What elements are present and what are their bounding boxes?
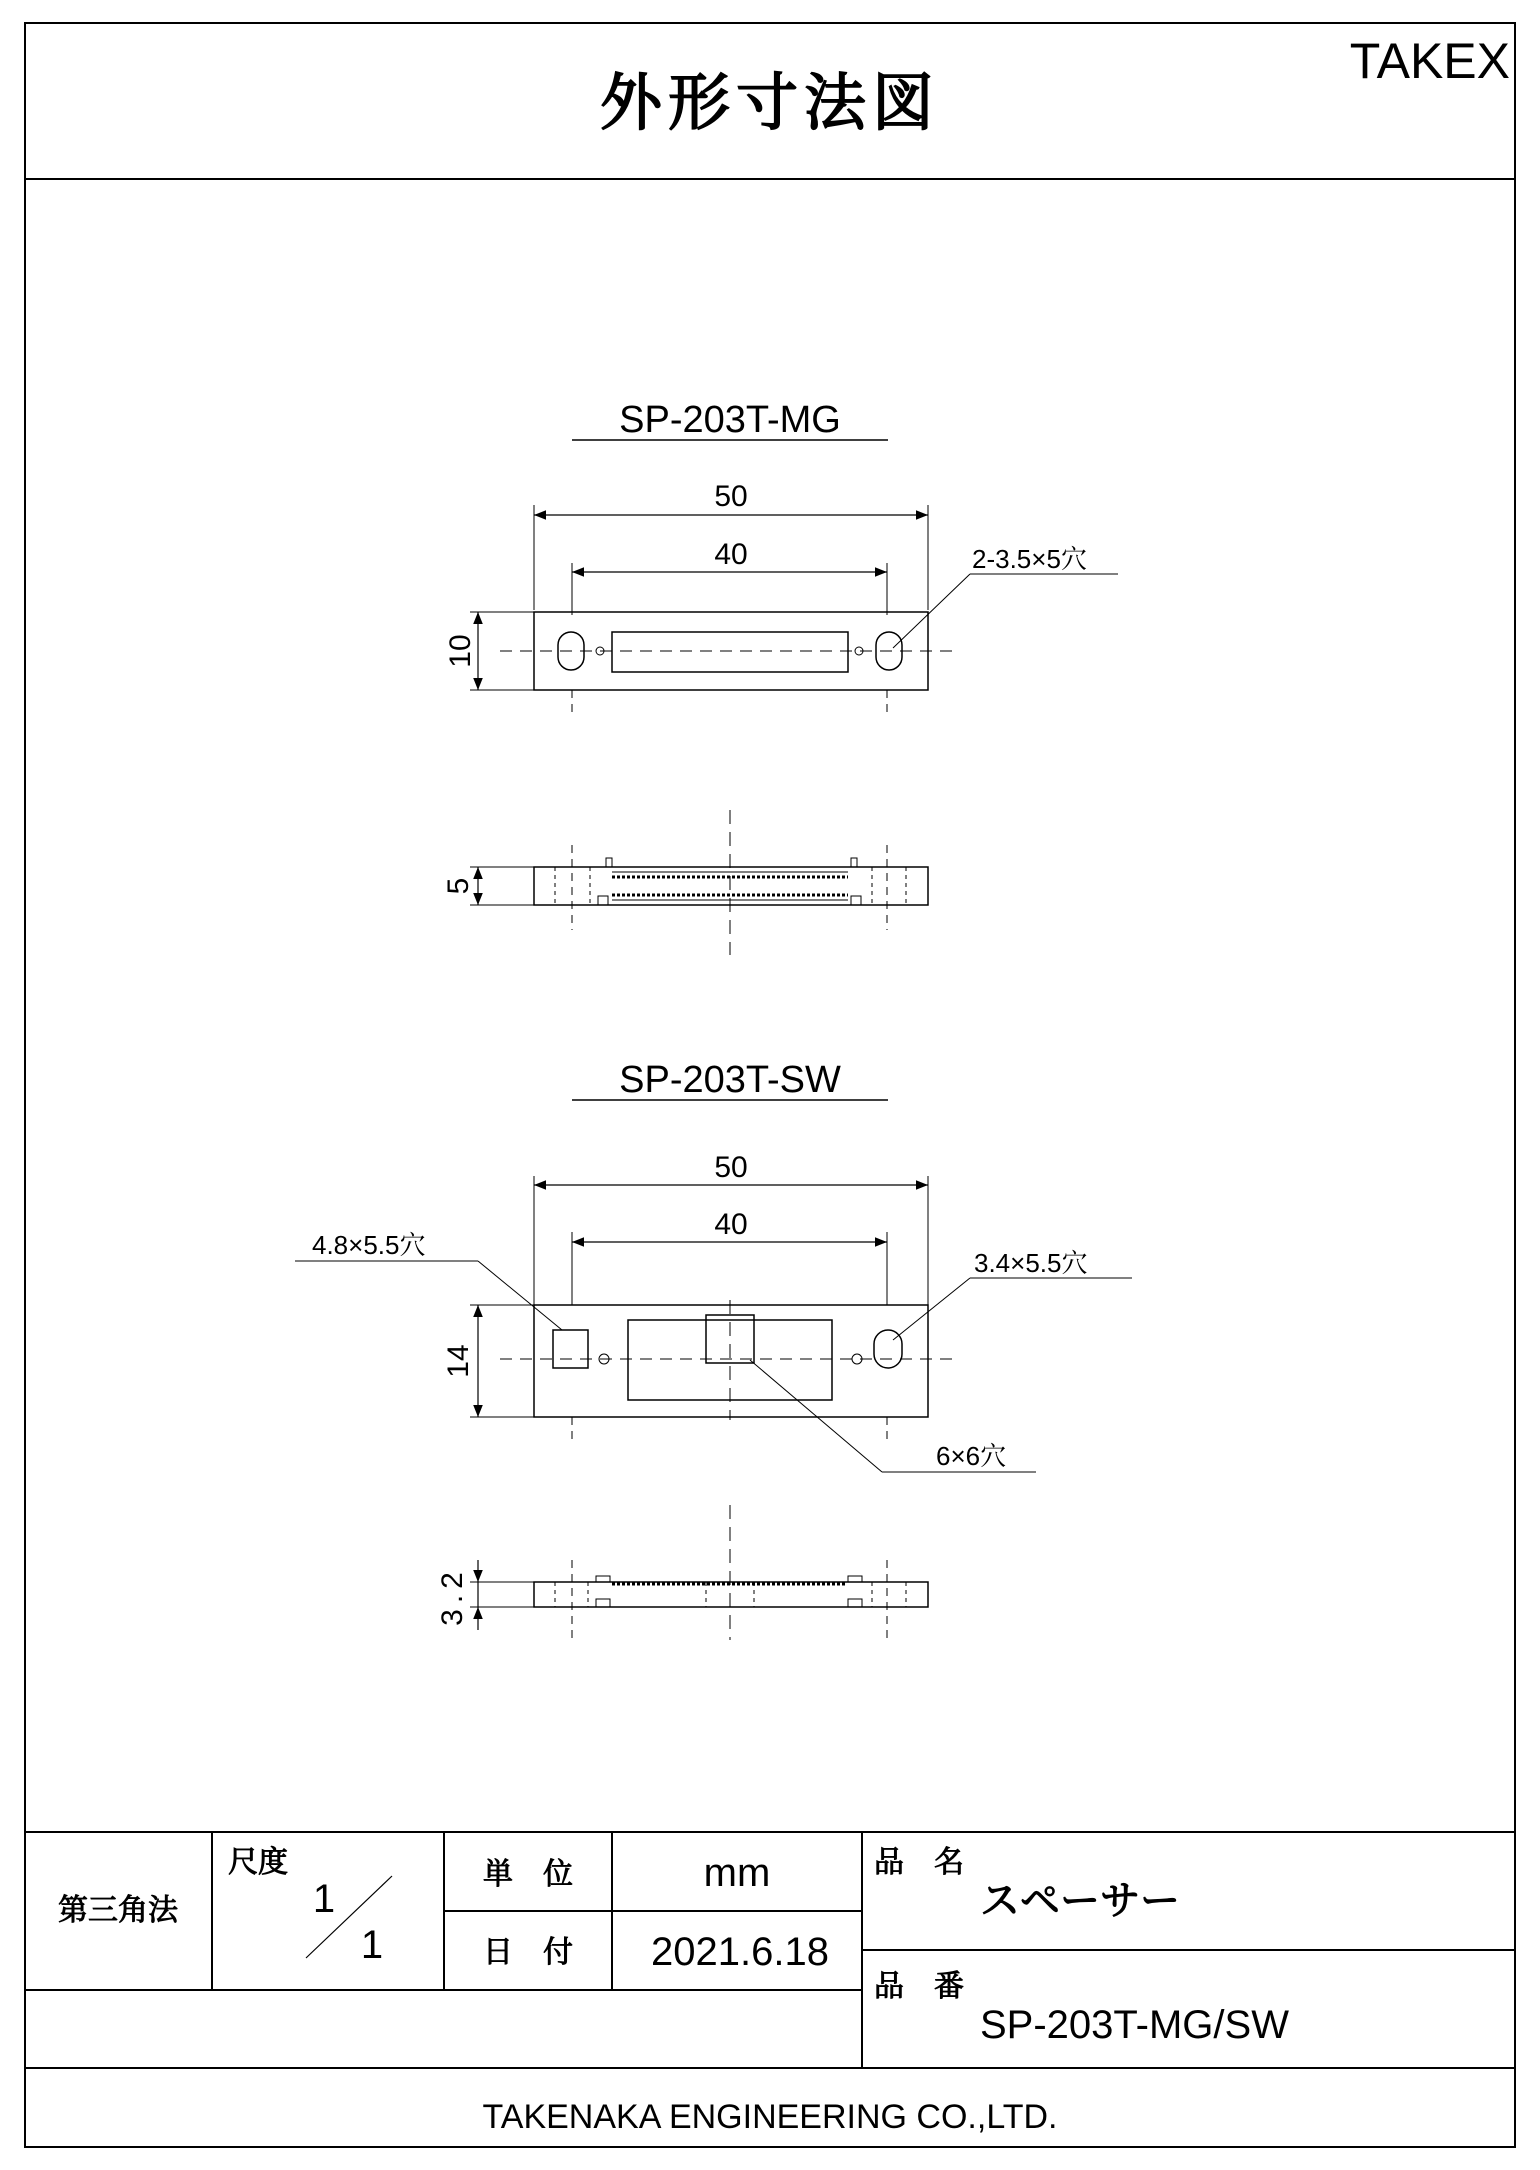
mg-dim-thickness: 5 [442,877,475,895]
part-number-label: 品 番 [874,1970,964,2003]
scale-denominator: 1 [360,1923,384,1967]
product-name-label: 品 名 [874,1846,964,1879]
mg-label: SP-203T-MG [619,399,841,441]
mg-dim-pitch: 40 [714,538,748,571]
sw-dim-thickness: 3.2 [436,1566,469,1626]
projection-method: 第三角法 [58,1894,178,1927]
scale-label: 尺度 [228,1846,288,1879]
part-number: SP-203T-MG/SW [980,2003,1289,2047]
sw-hole-right-note: 3.4×5.5穴 [974,1248,1088,1278]
drawing-title: 外形寸法図 [599,66,940,139]
sw-label: SP-203T-SW [619,1059,841,1101]
sw-dim-total: 50 [714,1151,748,1184]
brand-logo-text: TAKEX [1349,33,1510,89]
unit-label: 単 位 [483,1858,573,1891]
mg-section [442,399,1118,955]
date-value: 2021.6.18 [651,1930,829,1974]
title-block [24,1832,1516,2068]
sw-hole-left-note: 4.8×5.5穴 [312,1230,426,1260]
sw-dim-height: 14 [442,1344,475,1378]
scale-numerator: 1 [312,1877,336,1921]
mg-hole-note: 2-3.5×5穴 [972,544,1087,574]
product-name: スペーサー [980,1879,1180,1923]
sw-center-hole-note: 6×6穴 [936,1441,1007,1471]
sw-section [295,1059,1132,1640]
mg-dim-height: 10 [444,634,477,668]
unit-value: mm [703,1851,771,1895]
sw-dim-pitch: 40 [714,1208,748,1241]
date-label: 日 付 [483,1936,573,1969]
mg-dim-total: 50 [714,480,748,513]
company-name: TAKENAKA ENGINEERING CO.,LTD. [482,2098,1058,2136]
